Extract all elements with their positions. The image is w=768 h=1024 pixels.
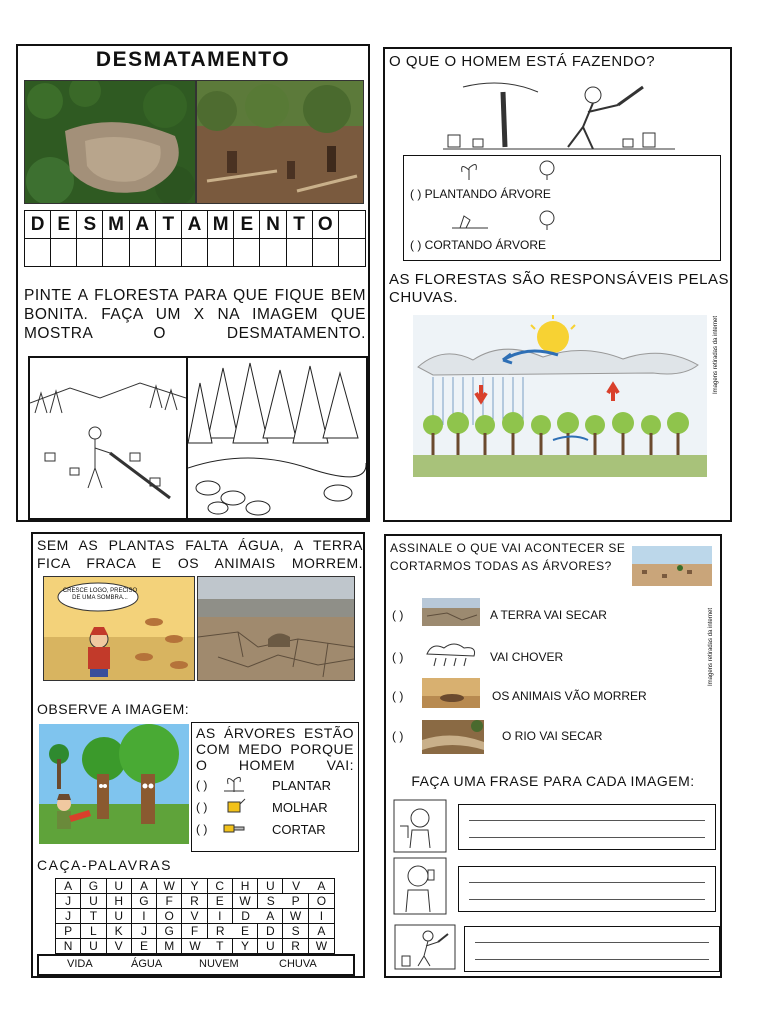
observe-label: OBSERVE A IMAGEM:: [37, 701, 190, 717]
blank-cell[interactable]: [234, 239, 260, 266]
dry-land-photo: [197, 576, 355, 681]
wordsearch-cell[interactable]: A: [309, 924, 334, 939]
wordsearch-cell[interactable]: U: [258, 939, 283, 953]
option-cortar-label: CORTAR: [272, 822, 326, 837]
wordsearch-cell[interactable]: U: [81, 939, 106, 953]
option-plantar-label: PLANTAR: [272, 778, 331, 793]
wordsearch-cell[interactable]: J: [56, 909, 81, 924]
wordsearch-cell[interactable]: P: [56, 924, 81, 939]
wordsearch-cell[interactable]: P: [283, 894, 308, 909]
wordsearch-cell[interactable]: J: [132, 924, 157, 939]
blank-cell[interactable]: [130, 239, 156, 266]
wordsearch-cell[interactable]: Y: [182, 879, 207, 894]
wordsearch-cell[interactable]: D: [233, 909, 258, 924]
letter-cell: A: [182, 211, 208, 239]
option-river-label: O RIO VAI SECAR: [502, 729, 603, 743]
option-land-label: A TERRA VAI SECAR: [490, 608, 607, 622]
blank-cell[interactable]: [208, 239, 234, 266]
wordsearch-cell[interactable]: O: [309, 894, 334, 909]
wordsearch-cell[interactable]: E: [132, 939, 157, 953]
wordsearch-cell[interactable]: U: [81, 894, 106, 909]
wordsearch-cell[interactable]: H: [107, 894, 132, 909]
wordsearch-cell[interactable]: F: [182, 924, 207, 939]
chainsaw-icon: [222, 818, 246, 836]
panel-man-and-rain: [383, 47, 732, 522]
wordsearch-cell[interactable]: T: [81, 909, 106, 924]
blank-cell[interactable]: [25, 239, 51, 266]
consequences-question: ASSINALE O QUE VAI ACONTECER SE CORTARMOS TODAS AS ÁRVORES?: [390, 541, 626, 573]
wordsearch-cell[interactable]: U: [107, 909, 132, 924]
wordsearch-cell[interactable]: R: [208, 924, 233, 939]
letter-cell: A: [130, 211, 156, 239]
blank-cell[interactable]: [51, 239, 77, 266]
wordsearch-cell[interactable]: U: [107, 879, 132, 894]
option-cortar-mark[interactable]: ( ): [196, 822, 208, 836]
blank-cell[interactable]: [260, 239, 286, 266]
letter-cell: D: [25, 211, 51, 239]
wordsearch-title: CAÇA-PALAVRAS: [37, 857, 172, 873]
letter-cell: O: [313, 211, 339, 239]
sprout-icon: [458, 160, 480, 180]
panel-consequences: [384, 534, 722, 978]
forest-river-drawing[interactable]: [186, 356, 368, 520]
blank-cell[interactable]: [103, 239, 129, 266]
wordsearch-cell[interactable]: S: [258, 894, 283, 909]
blank-cell[interactable]: [313, 239, 339, 266]
wordsearch-cell[interactable]: F: [157, 894, 182, 909]
question-box: [191, 722, 359, 852]
trees-afraid-question: AS ÁRVORES ESTÃO COM MEDO PORQUE O HOMEM VAI:: [196, 725, 354, 773]
wordsearch-cell[interactable]: U: [258, 879, 283, 894]
wordsearch-cell[interactable]: E: [233, 924, 258, 939]
option-animals-mark[interactable]: ( ): [392, 689, 404, 703]
panel-desmatamento: [16, 44, 370, 522]
blank-cell[interactable]: [156, 239, 182, 266]
no-plants-statement: SEM AS PLANTAS FALTA ÁGUA, A TERRA FICA FRACA E OS ANIMAIS MORREM.: [37, 537, 363, 571]
panel-no-plants: [31, 532, 365, 978]
axe-icon: [450, 210, 490, 230]
wordsearch-cell[interactable]: A: [258, 909, 283, 924]
boy-washing-drawing: [392, 798, 448, 854]
wordsearch-cell[interactable]: I: [132, 909, 157, 924]
instruction-text: PINTE A FLORESTA PARA QUE FIQUE BEM BONITA. FAÇA UM X NA IMAGEM QUE MOSTRA O DESMATAMENTO.: [24, 287, 366, 342]
wordsearch-cell[interactable]: W: [157, 879, 182, 894]
letter-cell: N: [260, 211, 286, 239]
letter-cell: E: [234, 211, 260, 239]
option-molhar-label: MOLHAR: [272, 800, 328, 815]
writing-line: [475, 959, 709, 960]
wordsearch-cell[interactable]: W: [315, 939, 328, 953]
letter-cell-empty: [339, 211, 365, 239]
wordsearch-cell[interactable]: S: [283, 924, 308, 939]
word-agua: ÁGUA: [131, 958, 163, 970]
forests-statement: AS FLORESTAS SÃO RESPONSÁVEIS PELAS CHUVAS.: [389, 271, 729, 306]
tree-icon: [536, 160, 558, 180]
wordsearch-cell[interactable]: W: [233, 894, 258, 909]
wordsearch-cell[interactable]: A: [56, 879, 81, 894]
man-cutting-drawing: [394, 924, 456, 970]
blank-cell[interactable]: [77, 239, 103, 266]
image-credit: Imagens retiradas da internet: [708, 607, 714, 686]
letter-cell: M: [208, 211, 234, 239]
wordsearch-cell[interactable]: M: [157, 939, 182, 953]
stumps-photo: [196, 80, 364, 204]
sentence-box-2[interactable]: [458, 866, 716, 912]
man-cutting-tree-drawing: [443, 77, 675, 155]
sentence-box-1[interactable]: [458, 804, 716, 850]
deforestation-drawing[interactable]: [28, 356, 188, 520]
word-nuvem: NUVEM: [199, 958, 239, 970]
wordsearch-cell[interactable]: J: [56, 894, 81, 909]
question-text: O QUE O HOMEM ESTÁ FAZENDO?: [389, 53, 656, 70]
speech-bubble-text: CRESCE LOGO, PRECISO DE UMA SOMBRA...: [62, 588, 138, 601]
wordsearch-cell[interactable]: H: [233, 879, 258, 894]
option-plantar-mark[interactable]: ( ): [196, 778, 208, 792]
wordsearch-cell[interactable]: D: [258, 924, 283, 939]
option-planting[interactable]: ( ) PLANTANDO ÁRVORE: [410, 187, 551, 201]
option-river-mark[interactable]: ( ): [392, 729, 404, 743]
wordsearch-cell[interactable]: W: [189, 939, 201, 953]
wordsearch-cell[interactable]: V: [107, 939, 132, 953]
dry-land-thumb: [422, 598, 480, 626]
boy-drinking-drawing: [392, 856, 448, 916]
wordsearch-cell[interactable]: I: [309, 909, 334, 924]
wordsearch-cell[interactable]: O: [157, 909, 182, 924]
planting-icon: [222, 774, 246, 792]
sentence-task: FAÇA UMA FRASE PARA CADA IMAGEM:: [411, 773, 695, 789]
wordsearch-cell[interactable]: R: [182, 894, 207, 909]
letter-cell: T: [287, 211, 313, 239]
wordsearch-cell[interactable]: C: [208, 879, 233, 894]
letter-cell: T: [156, 211, 182, 239]
option-land-mark[interactable]: ( ): [392, 608, 404, 622]
wordsearch-cell[interactable]: V: [182, 909, 207, 924]
wordsearch-cell[interactable]: R: [283, 939, 308, 953]
letter-table: [24, 210, 366, 267]
writing-line: [469, 837, 705, 838]
dead-animals-thumb: [422, 678, 480, 708]
water-cycle-illustration: [413, 315, 707, 477]
wordsearch-cell[interactable]: N: [56, 939, 81, 953]
writing-line: [469, 899, 705, 900]
blank-cell[interactable]: [182, 239, 208, 266]
wordsearch-cell[interactable]: T: [208, 939, 233, 953]
wordsearch-cell[interactable]: Y: [233, 939, 258, 953]
letter-cell: S: [77, 211, 103, 239]
word-chuva: CHUVA: [279, 958, 317, 970]
word-list-box: [37, 954, 355, 976]
wordsearch-cell[interactable]: G: [132, 894, 157, 909]
wordsearch-grid: [55, 878, 335, 954]
wordsearch-cell[interactable]: W: [283, 909, 308, 924]
wordsearch-cell[interactable]: V: [283, 879, 308, 894]
deforested-field-thumb: [632, 546, 712, 586]
trees-afraid-cartoon: [39, 724, 189, 844]
wordsearch-cell[interactable]: G: [157, 924, 182, 939]
writing-line: [475, 942, 709, 943]
tree-icon: [536, 210, 558, 230]
blank-cell[interactable]: [339, 239, 365, 266]
wordsearch-cell[interactable]: L: [81, 924, 106, 939]
image-credit: Imagens retiradas da internet: [713, 315, 719, 394]
option-cutting[interactable]: ( ) CORTANDO ÁRVORE: [410, 238, 547, 252]
writing-line: [469, 882, 705, 883]
option-animals-label: OS ANIMAIS VÃO MORRER: [492, 689, 647, 703]
aerial-deforestation-photo: [24, 80, 196, 204]
writing-line: [469, 820, 705, 821]
wordsearch-cell[interactable]: K: [107, 924, 132, 939]
dry-river-thumb: [422, 720, 484, 754]
wordsearch-cell[interactable]: I: [208, 909, 233, 924]
option-molhar-mark[interactable]: ( ): [196, 800, 208, 814]
wordsearch-cell[interactable]: E: [208, 894, 233, 909]
word-vida: VIDA: [67, 958, 93, 970]
choice-box: [403, 155, 721, 261]
option-rain-label: VAI CHOVER: [490, 650, 564, 664]
letter-cell: E: [51, 211, 77, 239]
sentence-box-3[interactable]: [464, 926, 720, 972]
rain-cloud-thumb: [422, 640, 480, 670]
wordsearch-cell[interactable]: A: [309, 879, 334, 894]
wordsearch-cell[interactable]: G: [81, 879, 106, 894]
letter-cell: M: [103, 211, 129, 239]
wordsearch-cell[interactable]: A: [132, 879, 157, 894]
watering-can-icon: [222, 796, 246, 814]
page-title: DESMATAMENTO: [95, 48, 291, 71]
option-rain-mark[interactable]: ( ): [392, 650, 404, 664]
blank-cell[interactable]: [287, 239, 313, 266]
